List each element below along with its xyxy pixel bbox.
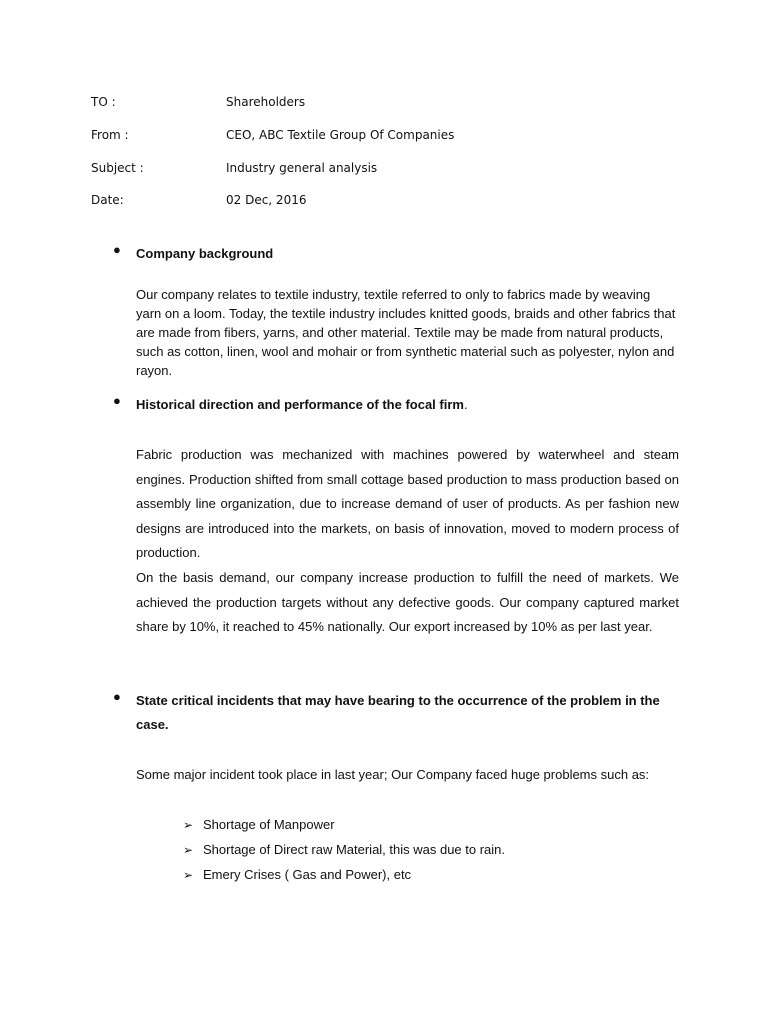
history-heading-text — [136, 393, 691, 417]
memo-to-value: Shareholders — [226, 95, 306, 109]
history-heading-period: . — [463, 397, 468, 412]
memo-date-value: 02 Dec, 2016 — [226, 193, 307, 207]
memo-date-row — [91, 193, 691, 213]
arrow-bullet-icon: ➢ — [183, 818, 194, 832]
bullet-icon: ● — [113, 242, 121, 257]
memo-date-label: Date: — [91, 193, 124, 207]
memo-subject-label: Subject : — [91, 161, 144, 175]
memo-from-row — [91, 128, 691, 148]
list-item — [183, 816, 663, 841]
history-paragraph-2: On the basis demand, our company increase production to fulfill the need of markets. We achieved the production targets without any defective goods. Our company captured market share by 10%, it reached to 45% nationally. Our export increased by 10% as per last year. — [136, 570, 679, 634]
incidents-heading-text: State critical incidents that may have bearing to the occurrence of the problem in the case. — [136, 693, 660, 732]
memo-subject-value: Industry general analysis — [226, 161, 378, 175]
list-item-text: Emery Crises ( Gas and Power), etc — [203, 867, 412, 882]
list-item — [183, 866, 663, 891]
list-item — [183, 841, 663, 866]
bullet-icon: ● — [113, 689, 121, 704]
list-item-text: Shortage of Manpower — [203, 817, 335, 832]
memo-from-label: From : — [91, 128, 129, 142]
history-paragraph-1: Fabric production was mechanized with machines powered by waterwheel and steam engines. Production shifted from small cottage based production to mass production based on assembly line organization, due to increase demand of user of products. As per fashion new designs are introduced into the markets, on basis of innovation, moved to modern process of production. — [136, 447, 679, 560]
memo-to-label: TO : — [91, 95, 116, 109]
history-heading-label: Historical direction and performance of the focal firm — [136, 397, 464, 412]
memo-to-row — [91, 95, 691, 115]
memo-from-value: CEO, ABC Textile Group Of Companies — [226, 128, 455, 142]
arrow-bullet-icon: ➢ — [183, 843, 194, 857]
incidents-list — [183, 816, 663, 891]
bullet-icon: ● — [113, 393, 121, 408]
company-background-paragraph: Our company relates to textile industry, textile referred to only to fabrics made by weaving yarn on a loom. Today, the textile industry includes knitted goods, braids and other fabrics that are made from fibers, yarns, and other material. Textile may be made from natural products, such as cotton, linen, wool and mohair or from synthetic material such as polyester, nylon and rayon. — [136, 287, 676, 378]
memo-subject-row — [91, 161, 691, 181]
incidents-paragraph: Some major incident took place in last year; Our Company faced huge problems such as: — [136, 767, 650, 782]
company-background-heading-text: Company background — [136, 246, 274, 261]
list-item-text: Shortage of Direct raw Material, this was due to rain. — [203, 842, 506, 857]
arrow-bullet-icon: ➢ — [183, 868, 194, 882]
